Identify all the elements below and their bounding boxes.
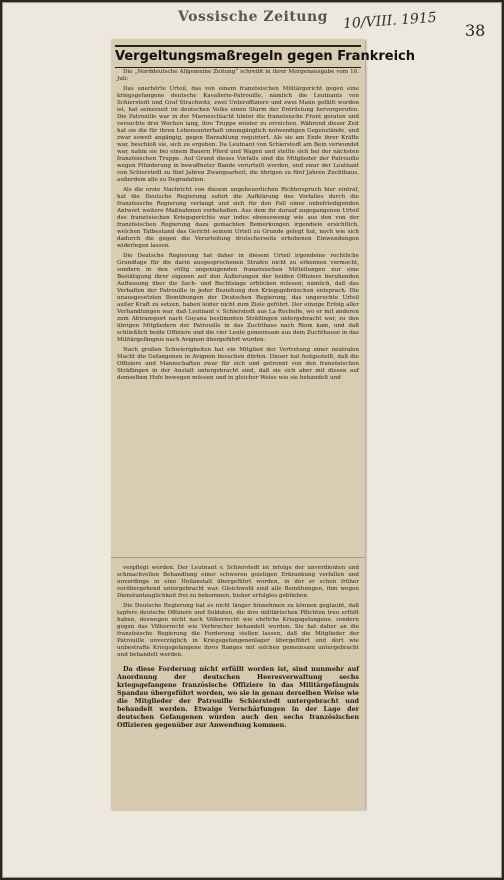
page-number: 38	[465, 21, 486, 40]
article-paragraph: verpflegt werden. Der Leutnant v. Schierstedt ist infolge der unverdienten und schmachvollen Behandlung einer schweren geistigen Erkrankung verfallen und unverdinge in eine Heilanstalt übergeführt worden, in der er schon früher vorübergehend untergebracht war. Gleichwohl sind alle Bemühungen, ihm wegen Dienstuntauglichkeit frei zu bekommen, bisher erfolglos geblieben.	[117, 565, 359, 599]
article-paragraph: Das unerhörte Urteil, das von einem französischen Militärgericht gegen eine kriegsgefangene deutsche Kavallerie-Patrouille, nämlich die Leutnants von Schierstedt und Graf Strachwitz, zwei Unteroffiziere und zwei Mann gefällt worden ist, hat seinerzeit im deutschen Volke einen Sturm der Entrüstung hervorgerufen. Die Patrouille war in der Marneschlacht hinter die französische Front geraten und versuchte drei Wochen lang, ihre Truppe wieder zu erreichen. Während dieser Zeit hat sie die für ihren Lebensunterhalt unumgänglich notwendigen Gegenstände, und zwar soweit angängig, gegen Barzahlung requiriert. Als sie am Ende ihrer Kräfte war, beschloß sie, sich zu ergeben. Da Leutnant von Schierstedt am Bein verwundet war, nahm sie bei einem Bauern Pferd und Wagen und stellte sich bei der nächsten französischen Truppe. Auf Grund dieses Vorfalls sind die Mitglieder der Patrouille wegen Plünderung in bewaffneter Bande verurteilt worden, und zwar der Leutnant von Schierstedt zu fünf Jahren Zwangsarbeit, die übrigen zu fünf Jahren Zuchthaus, außerdem alle zu Degradation.	[117, 86, 359, 183]
article-paragraph: Die Deutsche Regierung hat es nicht länger hinnehmen zu können geglaubt, daß tapfere deutsche Offiziere und Soldaten, die ihre militärischen Pflichten treu erfüllt haben, deswegen nicht nach Völkerrecht wie ehrliche Kriegsgefangene, sondern gegen das Völkerrecht wie Verbrecher behandelt werden. Sie hat daher an die französische Regierung die Forderung stellen lassen, daß die Mitglieder der Patrouille unverzüglich in Kriegsgefangenenlager übergeführt und dort wie unbestrafte Kriegsgefangene ihres Ranges mit solchen gemeinsam untergebracht und behandelt werden.	[117, 603, 359, 658]
article-paragraph: Die Deutsche Regierung hat daher in diesem Urteil irgendeine rechtliche Grundlage für die darin ausgesprochenen Strafen nicht zu erkennen vermocht, sondern in den völlig ungenügenden französischen Mitteilungen nur eine Bestätigung ihrer eigenen auf den Äußerungen der beiden Offiziere beruhenden Auffassung über die Sach- und Rechtslage erblicken müssen; nämlich, daß das Verhalten der Patrouille in jeder Beziehung den Kriegsgebräuchen entsprach. Die unausgesetzten Bemühungen der Deutschen Regierung, das ungerechte Urteil außer Kraft zu setzen, haben leider nicht zum Ziele geführt. Der einzige Erfolg aller Verhandlungen war, daß Leutnant v. Schierstedt aus La Rochelle, wo er mit anderen zum Abtransport nach Guyana bestimmten Sträflingen untergebracht war, zu den übrigen Mitgliedern der Patrouille in das Zuchthaus nach Riom kam, und daß schließlich beide Offiziere und die vier Leute gemeinsam aus dem Zuchthause in das Militärgefängnis nach Avignon übergeführt wurden.	[117, 253, 359, 343]
article-paragraph: Als die erste Nachricht von diesem ungeheuerlichen Richterspruch hier eintraf, hat die Deutsche Regierung sofort die Aufklärung des Vorfalles durch die französische Regierung verlangt und sich für den Fall einer unbefriedigenden Antwort weitere Maßnahmen vorbehalten. Aus dem ihr darauf zugegangenen Urteil des französischen Kriegsgerichts war indes ebensowenig wie aus den von der französischen Regierung dazu gemachten Bemerkungen irgendwie ersichtlich, welchen Tatbestand das Gericht seinem Urteil zu Grunde gelegt hat, noch wie sich dadurch die gegen die Verurteilung drutscherseits erhobenen Einwendungen widerlegen lassen.	[117, 187, 359, 249]
article-paragraph: Die „Norddeutsche Allgemeine Zeitung“ schreibt in ihrer Morgenausgabe vom 10. Juli:	[117, 69, 359, 82]
article-paragraph: Nach großen Schwierigkeiten hat ein Mitglied der Vertretung einer neutralen Macht die Gefangenen in Avignon besuchen dürfen. Dieser hat festgestellt, daß die Offiziere und Mannschaften zwar für sich und getrennt von den französischen Sträflingen in der Anstalt untergebracht sind, daß sie sich aber mit diesen auf demselben Hofe bewegen müssen und in gleicher Weise wie sie behandelt und	[117, 347, 359, 381]
handwritten-date: 10/VIII. 1915	[342, 9, 438, 33]
article-continuation	[117, 565, 359, 732]
newspaper-clipping	[111, 39, 415, 809]
newspaper-masthead: Vossische Zeitung	[178, 9, 328, 25]
article-body	[117, 69, 359, 385]
archive-sheet	[2, 2, 502, 878]
article-closing-paragraph: Da diese Forderung nicht erfüllt worden ist, sind nunmehr auf Anordnung der deutschen Heeresverwaltung sechs kriegsgefangene französische Offiziere in das Militärgefängnis Spandau übergeführt worden, wo sie in genau derselben Weise wie die Mitglieder der Patrouille Schierstedt untergebracht und behandelt werden. Etwaige Verschärfungen in der Lage der deutschen Gefangenen würden auch den sechs französischen Offizieren gegenüber zur Anwendung kommen.	[117, 665, 359, 729]
article-headline: Vergeltungsmaßregeln gegen Frankreich	[115, 45, 361, 68]
